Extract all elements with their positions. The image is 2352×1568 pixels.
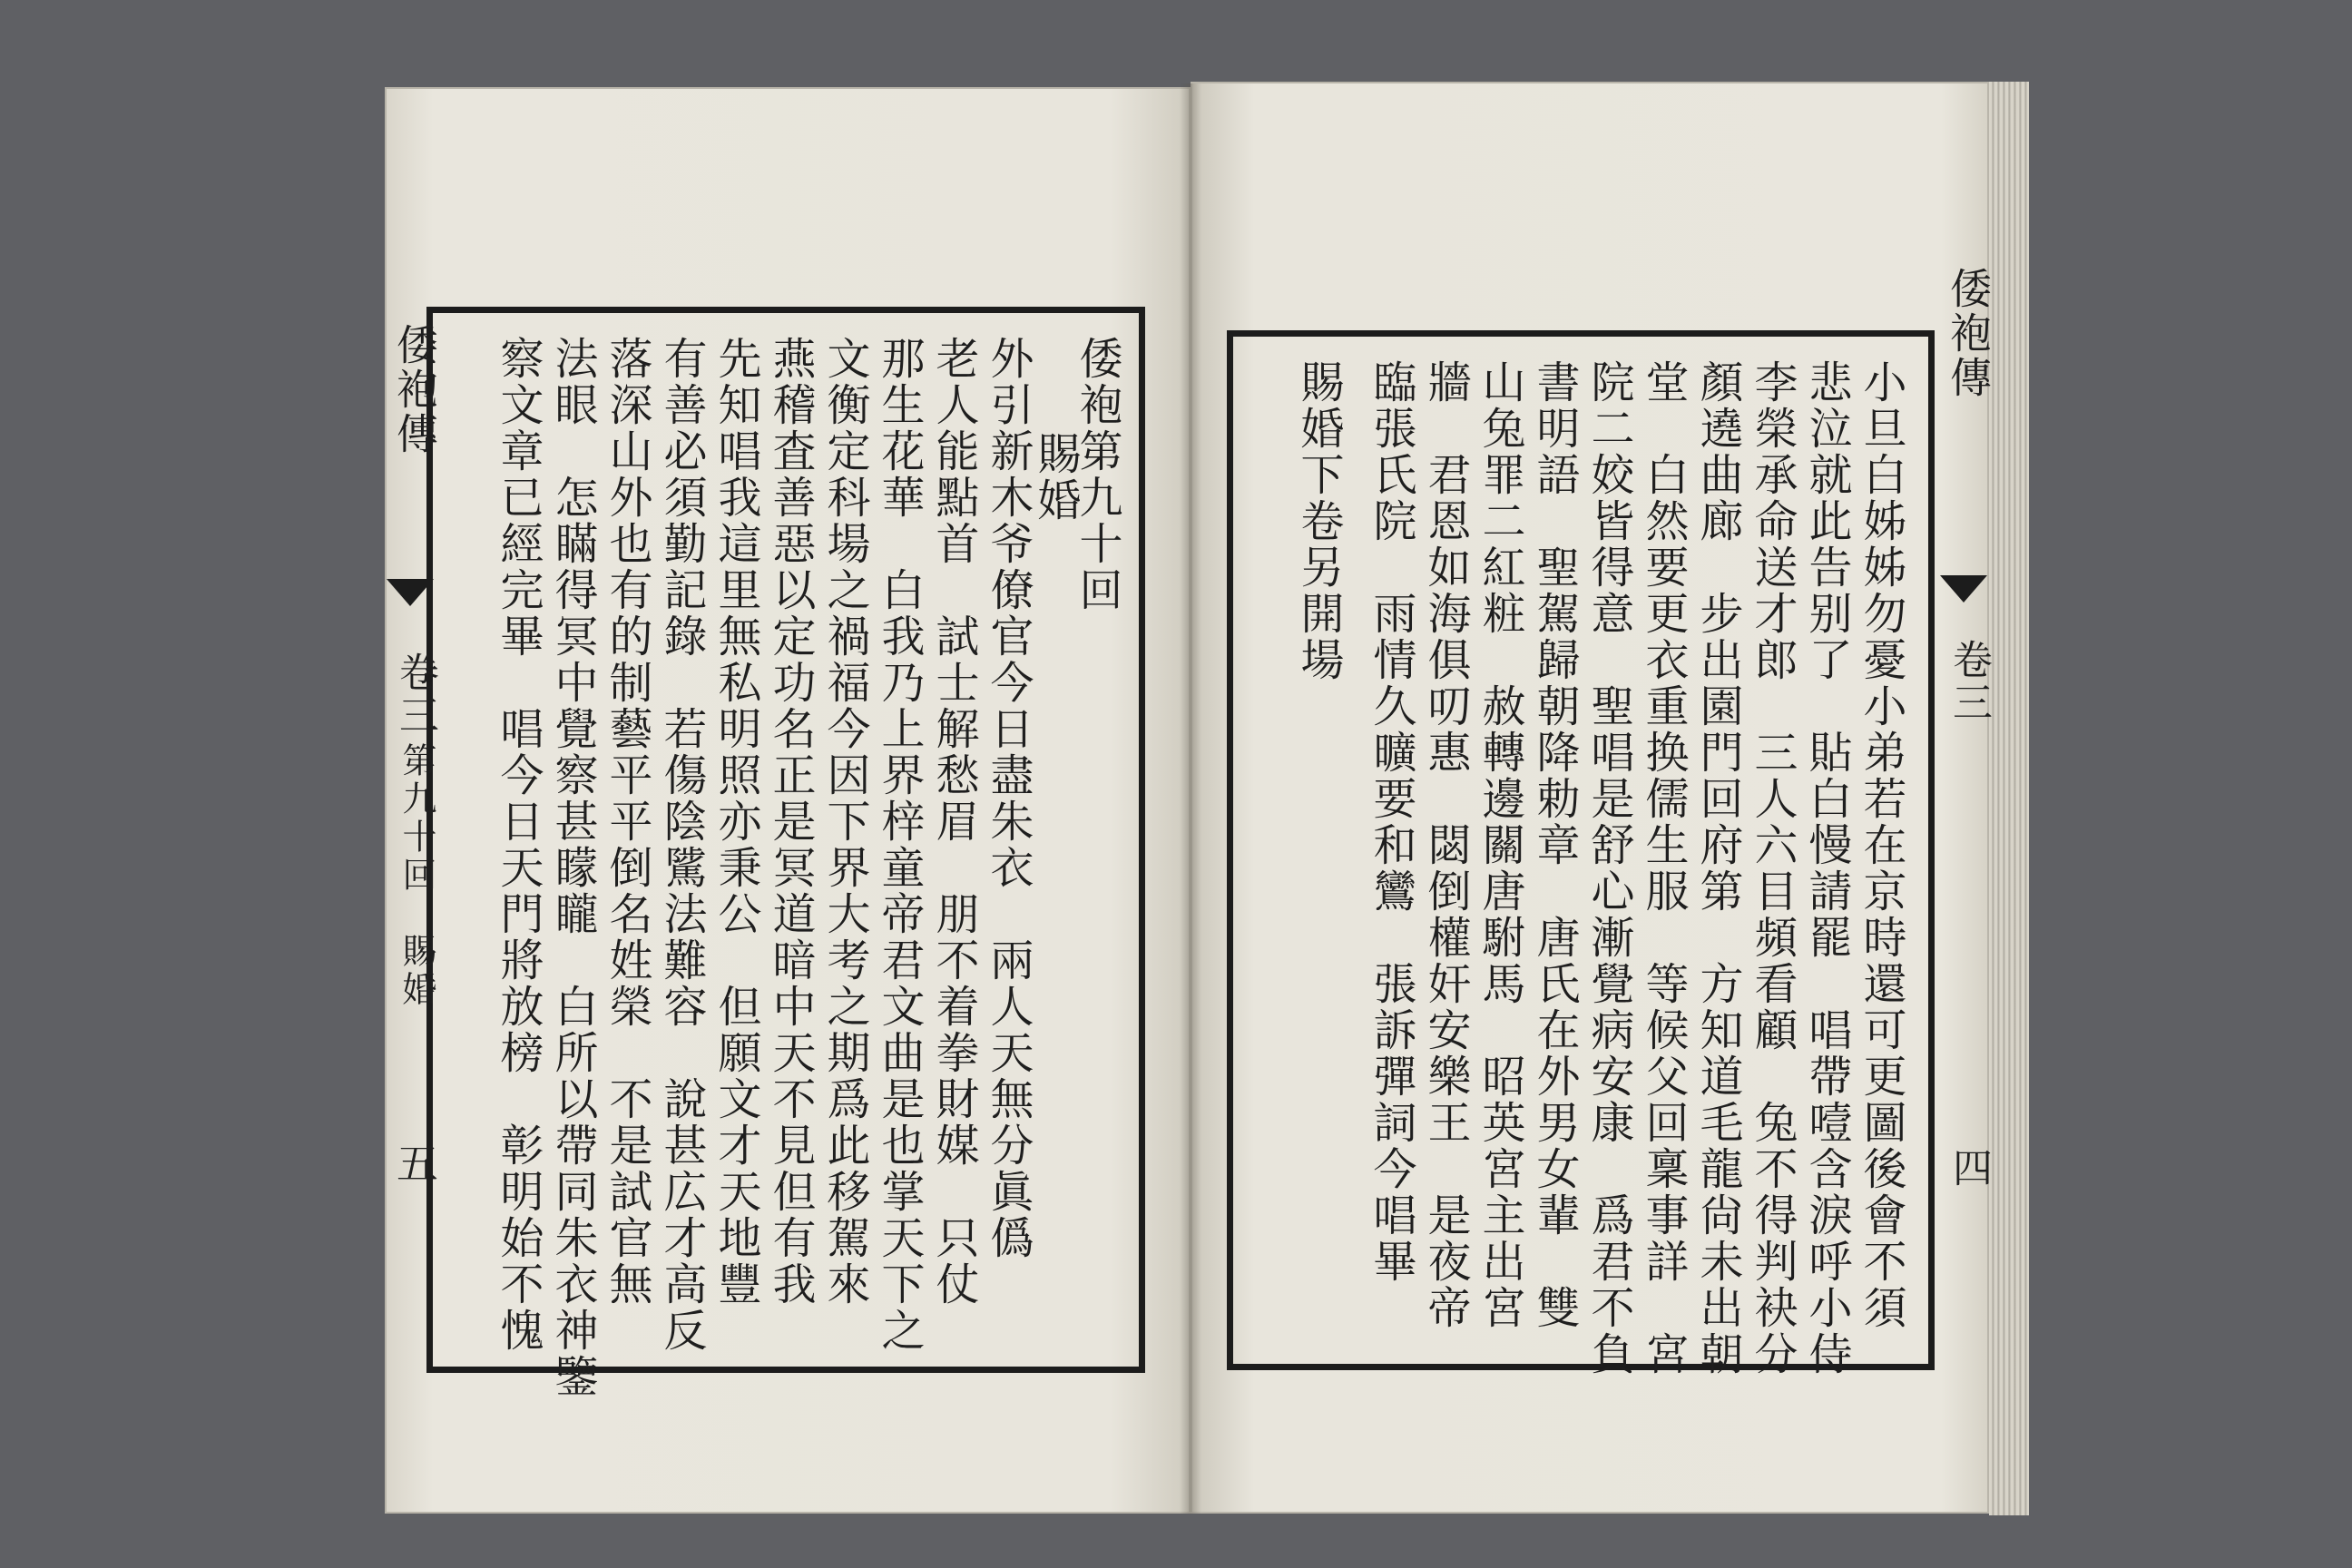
left-column-3: 那生花華 白我乃上界梓童帝君文曲是也掌天下之 (874, 336, 925, 1354)
right-column-7: 書明語 聖駕歸朝降勅章 唐氏在外男女輩 雙 (1529, 359, 1580, 1331)
left-column-1: 外引新木爷僚官今日盡朱衣 兩人天無分眞僞 (983, 336, 1034, 1261)
left-column-8: 落深山外也有的制藝平平倒名姓榮 不是試官無 (602, 336, 652, 1308)
left-margin-chapter: 第九十回 賜婚 (397, 742, 436, 1009)
right-margin-strip (1942, 267, 1993, 1370)
right-column-9: 牆 君恩如海俱叨惠 閟倒權奸安樂王 是夜帝 (1420, 359, 1471, 1331)
book-gutter (1180, 83, 1201, 1514)
right-column-11: 賜婚下卷另開場 (1293, 359, 1344, 683)
left-margin-folio: 五 (390, 1142, 439, 1186)
left-margin-title: 倭袍傳 (390, 323, 439, 456)
left-column-10: 察文章已經完畢 唱今日天門將放榜 彰明始不愧 (493, 336, 544, 1354)
left-column-2: 老人能點首 試士解愁眉 朋不着拳財媒 只仗 (928, 336, 979, 1308)
right-column-8: 山兔罪二紅粧 赦轉邊關唐駙馬 昭英宮主出宮 (1475, 359, 1525, 1331)
right-column-6: 院二姣皆得意 聖唱是舒心漸覺病安康 爲君不負 (1583, 359, 1634, 1377)
right-column-1: 小旦白姊姊勿憂小弟若在京時還可更圖後會不須 (1856, 359, 1906, 1331)
right-margin-title: 倭袍傳 (1944, 267, 1993, 400)
right-column-2: 悲泣就此告别了 貼白慢請罷 唱帶噎含淚呼小侍 (1801, 359, 1852, 1377)
left-column-9: 法眼 怎瞞得冥中覺察甚矇矓 白所以帶同朱衣神鑒 (547, 336, 598, 1400)
right-margin-volume: 卷三 (1945, 639, 1992, 724)
right-fishtail-mark (1940, 575, 1987, 603)
right-column-10: 臨張氏院 雨情久曠要和鸞 張訴彈詞今唱畢 (1366, 359, 1416, 1285)
page-edges (1989, 82, 2029, 1515)
left-column-4: 文衡定科場之禍福今因下界大考之期爲此移駕來 (819, 336, 870, 1308)
left-column-5: 燕稽査善惡以定功名正是冥道暗中天不見但有我 (765, 336, 816, 1308)
left-column-7: 有善必須勤記錄 若傷陰騭法難容 說甚広才高反 (656, 336, 707, 1354)
left-chapter-heading: 倭袍第九十回 (1072, 336, 1122, 613)
right-column-5: 堂 白然要更衣重换儒生服 等候父回稟事詳 宮 (1638, 359, 1689, 1377)
left-fishtail-mark (387, 579, 434, 606)
right-column-3: 李榮承命送才郎 三人六目頻看顧 兔不得判袂分 (1747, 359, 1798, 1377)
right-margin-folio: 四 (1945, 1147, 1992, 1190)
left-chapter-subtitle: 賜婚 (1030, 431, 1081, 524)
left-column-6: 先知唱我這里無私明照亦秉公 但願文才天地豐 (710, 336, 761, 1308)
left-margin-strip (390, 307, 439, 1373)
left-margin-volume: 卷三 (392, 652, 438, 737)
right-column-4: 顏遶曲廊 步出園門回府第 方知道毛龍尙未出朝 (1692, 359, 1743, 1377)
